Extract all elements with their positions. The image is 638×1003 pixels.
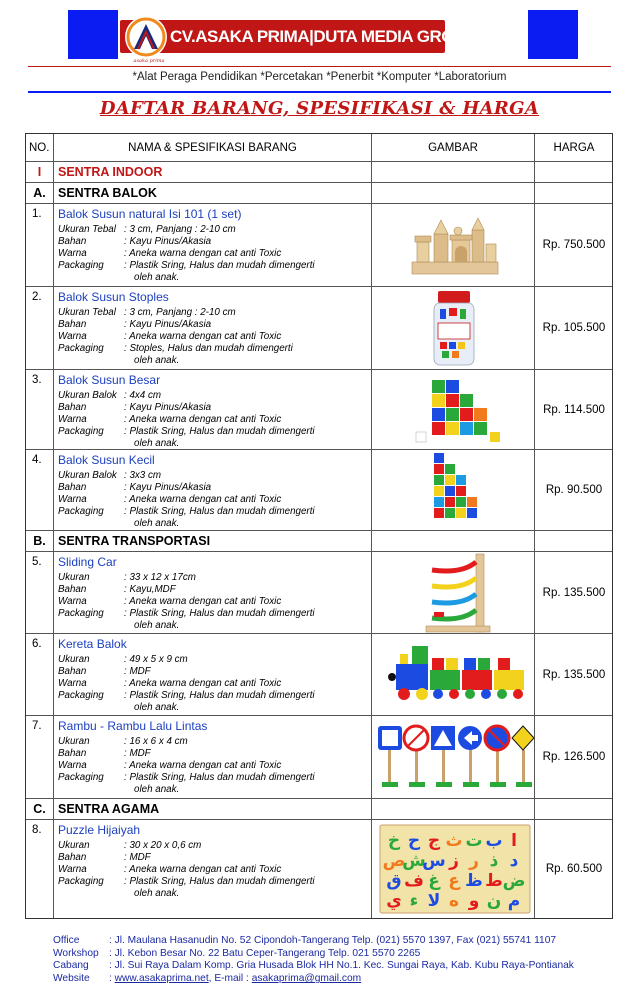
spec-key: Packaging — [58, 260, 104, 271]
item-details — [54, 204, 372, 286]
footer-office-address: : Jl. Maulana Hasanudin No. 52 Cipondoh-Tangerang Telp. (021) 5570 1397, Fax (021) 55741 1107 — [109, 935, 557, 946]
header-rule-bottom — [28, 91, 611, 93]
spec-key: Packaging — [58, 506, 104, 517]
spec-value: : Plastik Sring, Halus dan mudah dimengerti — [124, 608, 315, 619]
spec-value: : Aneka warna dengan cat anti Toxic — [124, 596, 282, 607]
spec-value: : Plastik Sring, Halus dan mudah dimengerti — [124, 876, 315, 887]
svg-text:و: و — [468, 891, 480, 911]
section-no: A. — [26, 183, 54, 203]
item-details — [54, 634, 372, 715]
spec-continuation: oleh anak. — [134, 438, 180, 449]
spec-continuation: oleh anak. — [134, 518, 180, 529]
svg-text:ن: ن — [486, 891, 502, 911]
price-table — [25, 133, 613, 919]
table-header-row — [26, 134, 612, 162]
spec-value: : Kayu Pinus/Akasia — [124, 236, 212, 247]
item-details — [54, 820, 372, 918]
table-row — [26, 287, 612, 370]
spec-key: Ukuran — [58, 736, 90, 747]
section-row — [26, 183, 612, 204]
spec-key: Warna — [58, 331, 87, 342]
section-label: SENTRA BALOK — [54, 183, 372, 203]
spec-key: Bahan — [58, 584, 87, 595]
item-no: 6. — [26, 634, 54, 715]
table-row — [26, 370, 612, 450]
item-image-traffic-signs — [372, 716, 535, 798]
column-header-price: HARGA — [553, 141, 595, 154]
spec-value: : 4x4 cm — [124, 390, 162, 401]
item-no: 1. — [26, 204, 54, 286]
spec-key: Bahan — [58, 666, 87, 677]
spec-key: Ukuran Tebal — [58, 307, 116, 318]
table-row — [26, 450, 612, 531]
item-no: 2. — [26, 287, 54, 369]
svg-text:ه: ه — [448, 891, 460, 911]
item-details — [54, 716, 372, 798]
spec-value: : Aneka warna dengan cat anti Toxic — [124, 248, 282, 259]
section-row — [26, 162, 612, 183]
section-row — [26, 799, 612, 820]
spec-value: : 33 x 12 x 17cm — [124, 572, 196, 583]
spec-value: : Plastik Sring, Halus dan mudah dimengerti — [124, 506, 315, 517]
spec-value: : 49 x 5 x 9 cm — [124, 654, 188, 665]
spec-value: : Kayu Pinus/Akasia — [124, 482, 212, 493]
item-details — [54, 370, 372, 449]
svg-text:ا: ا — [511, 831, 517, 851]
item-name: Rambu - Rambu Lalu Lintas — [58, 719, 208, 733]
section-label: SENTRA TRANSPORTASI — [54, 531, 372, 551]
footer-email-label: , E-mail : — [208, 973, 252, 985]
spec-key: Warna — [58, 760, 87, 771]
item-no: 5. — [26, 552, 54, 633]
table-row — [26, 820, 612, 918]
svg-text:ج: ج — [427, 831, 441, 851]
svg-text:ش: ش — [402, 851, 426, 871]
spec-value: : Aneka warna dengan cat anti Toxic — [124, 678, 282, 689]
spec-continuation: oleh anak. — [134, 355, 180, 366]
svg-text:ي: ي — [386, 891, 402, 911]
svg-text:س: س — [422, 851, 446, 871]
spec-key: Ukuran Balok — [58, 470, 117, 481]
spec-value: : Plastik Sring, Halus dan mudah dimengerti — [124, 690, 315, 701]
spec-key: Packaging — [58, 426, 104, 437]
section-no: C. — [26, 799, 54, 819]
logo-caption: asaka prima — [133, 58, 165, 64]
spec-continuation: oleh anak. — [134, 272, 180, 283]
spec-key: Packaging — [58, 343, 104, 354]
item-image-sliding-car — [372, 552, 535, 633]
spec-value: : MDF — [124, 748, 151, 759]
spec-key: Bahan — [58, 319, 87, 330]
spec-key: Ukuran Tebal — [58, 224, 116, 235]
spec-key: Ukuran Balok — [58, 390, 117, 401]
spec-value: : 3x3 cm — [124, 470, 162, 481]
section-no: I — [26, 162, 54, 182]
footer-sep: : — [109, 973, 115, 985]
spec-continuation: oleh anak. — [134, 702, 180, 713]
column-header-image: GAMBAR — [372, 134, 535, 161]
spec-key: Warna — [58, 494, 87, 505]
spec-value: : Aneka warna dengan cat anti Toxic — [124, 864, 282, 875]
svg-text:د: د — [509, 851, 519, 871]
spec-value: : Plastik Sring, Halus dan mudah dimengerti — [124, 426, 315, 437]
item-name: Sliding Car — [58, 555, 117, 569]
spec-value: : Aneka warna dengan cat anti Toxic — [124, 760, 282, 771]
company-logo — [124, 15, 168, 59]
item-no: 8. — [26, 820, 54, 918]
svg-text:ط: ط — [485, 871, 503, 891]
spec-key: Warna — [58, 678, 87, 689]
svg-text:ظ: ظ — [465, 871, 483, 891]
company-name: CV.ASAKA PRIMA|DUTA MEDIA GROUP — [170, 27, 477, 46]
header-blue-block-left — [68, 10, 118, 59]
item-name: Kereta Balok — [58, 637, 127, 651]
item-price: Rp. 60.500 — [545, 863, 603, 875]
item-name: Puzzle Hijaiyah — [58, 823, 141, 837]
document-title: DAFTAR BARANG, SPESIFIKASI & HARGA — [99, 98, 540, 119]
spec-value: : 30 x 20 x 0,6 cm — [124, 840, 202, 851]
header-blue-block-right — [528, 10, 578, 59]
item-image-hijaiyah-puzzle — [372, 820, 535, 918]
item-no: 3. — [26, 370, 54, 449]
svg-text:خ: خ — [387, 831, 401, 851]
svg-text:ث: ث — [445, 831, 463, 851]
spec-value: : Kayu,MDF — [124, 584, 176, 595]
spec-value: : Kayu Pinus/Akasia — [124, 402, 212, 413]
spec-key: Bahan — [58, 236, 87, 247]
item-price: Rp. 126.500 — [542, 751, 606, 763]
item-price: Rp. 135.500 — [542, 668, 606, 681]
column-header-no: NO. — [26, 134, 54, 161]
spec-key: Warna — [58, 248, 87, 259]
spec-key: Ukuran — [58, 572, 90, 583]
spec-value: : 3 cm, Panjang : 2-10 cm — [124, 307, 236, 318]
spec-value: : Aneka warna dengan cat anti Toxic — [124, 331, 282, 342]
spec-value: : Aneka warna dengan cat anti Toxic — [124, 414, 282, 425]
spec-continuation: oleh anak. — [134, 784, 180, 795]
svg-text:لا: لا — [427, 891, 441, 911]
tagline: *Alat Peraga Pendidikan *Percetakan *Penerbit *Komputer *Laboratorium — [132, 71, 507, 83]
column-header-name: NAMA & SPESIFIKASI BARANG — [54, 134, 372, 161]
email-link[interactable]: asakaprima@gmail.com — [251, 973, 362, 985]
item-details — [54, 450, 372, 530]
footer-branch-address: : Jl. Sui Raya Dalam Komp. Gria Husada Blok HH No.1. Kec. Sungai Raya, Kab. Kubu Raya-Pontianak — [109, 960, 574, 972]
svg-text:ح: ح — [407, 831, 421, 851]
spec-value: : MDF — [124, 852, 151, 863]
spec-value: : Stoples, Halus dan mudah dimengerti — [124, 343, 293, 354]
footer-label: Cabang — [53, 960, 89, 972]
spec-value: : MDF — [124, 666, 151, 677]
spec-value: : Kayu Pinus/Akasia — [124, 319, 212, 330]
spec-key: Warna — [58, 596, 87, 607]
svg-text:ق: ق — [386, 871, 402, 891]
section-label: SENTRA INDOOR — [54, 162, 372, 182]
spec-value: : Plastik Sring, Halus dan mudah dimengerti — [124, 260, 315, 271]
item-name: Balok Susun Besar — [58, 373, 161, 387]
footer-label: Workshop — [53, 947, 99, 959]
footer-contact — [53, 935, 613, 986]
table-row — [26, 716, 612, 799]
spec-value: : Aneka warna dengan cat anti Toxic — [124, 494, 282, 505]
item-details — [54, 287, 372, 369]
svg-text:م: م — [507, 891, 521, 911]
spec-key: Ukuran — [58, 840, 90, 851]
svg-text:غ: غ — [428, 871, 440, 891]
item-price: Rp. 105.500 — [542, 322, 606, 334]
spec-key: Ukuran — [58, 654, 90, 665]
item-name: Balok Susun Kecil — [58, 453, 155, 467]
item-image-block-train — [372, 634, 535, 715]
svg-text:ذ: ذ — [489, 851, 499, 871]
table-row — [26, 204, 612, 287]
item-price: Rp. 114.500 — [543, 403, 605, 416]
spec-key: Packaging — [58, 608, 104, 619]
item-details — [54, 552, 372, 633]
svg-text:ت: ت — [465, 831, 483, 851]
spec-key: Bahan — [58, 748, 87, 759]
item-price: Rp. 135.500 — [542, 586, 606, 599]
svg-text:ز: ز — [449, 851, 459, 871]
item-image-wood-blocks — [372, 204, 535, 286]
spec-continuation: oleh anak. — [134, 620, 180, 631]
spec-value: : 3 cm, Panjang : 2-10 cm — [124, 224, 236, 235]
item-name: Balok Susun Stoples — [58, 290, 169, 304]
spec-continuation: oleh anak. — [134, 888, 180, 899]
section-label: SENTRA AGAMA — [54, 799, 372, 819]
table-row — [26, 634, 612, 716]
section-no: B. — [26, 531, 54, 551]
svg-text:ر: ر — [469, 851, 479, 871]
spec-key: Bahan — [58, 482, 87, 493]
spec-key: Packaging — [58, 772, 104, 783]
website-link[interactable]: www.asakaprima.net — [114, 973, 209, 985]
footer-label: Office — [53, 935, 80, 946]
svg-text:ص: ص — [382, 851, 406, 871]
spec-key: Bahan — [58, 402, 87, 413]
item-image-small-cubes — [372, 450, 535, 530]
item-no: 7. — [26, 716, 54, 798]
item-no: 4. — [26, 450, 54, 530]
spec-key: Warna — [58, 414, 87, 425]
spec-key: Packaging — [58, 876, 104, 887]
table-row — [26, 552, 612, 634]
item-price: Rp. 750.500 — [542, 239, 606, 251]
section-row — [26, 531, 612, 552]
svg-text:ء: ء — [409, 891, 419, 911]
spec-key: Warna — [58, 864, 87, 875]
item-image-large-cubes — [372, 370, 535, 449]
item-name: Balok Susun natural Isi 101 (1 set) — [58, 207, 242, 221]
spec-value: : 16 x 6 x 4 cm — [124, 736, 188, 747]
item-image-block-jar — [372, 287, 535, 369]
svg-text:ع: ع — [448, 871, 460, 891]
svg-text:ض: ض — [502, 871, 526, 891]
footer-label: Website — [53, 973, 90, 985]
svg-text:ب: ب — [485, 831, 503, 851]
spec-value: : Plastik Sring, Halus dan mudah dimengerti — [124, 772, 315, 783]
spec-key: Packaging — [58, 690, 104, 701]
item-price: Rp. 90.500 — [545, 484, 603, 496]
svg-text:ف: ف — [404, 871, 424, 891]
header-rule-top — [28, 66, 611, 67]
spec-key: Bahan — [58, 852, 87, 863]
footer-workshop-address: : Jl. Kebon Besar No. 22 Batu Ceper-Tangerang Telp. 021 5570 2265 — [109, 947, 421, 959]
